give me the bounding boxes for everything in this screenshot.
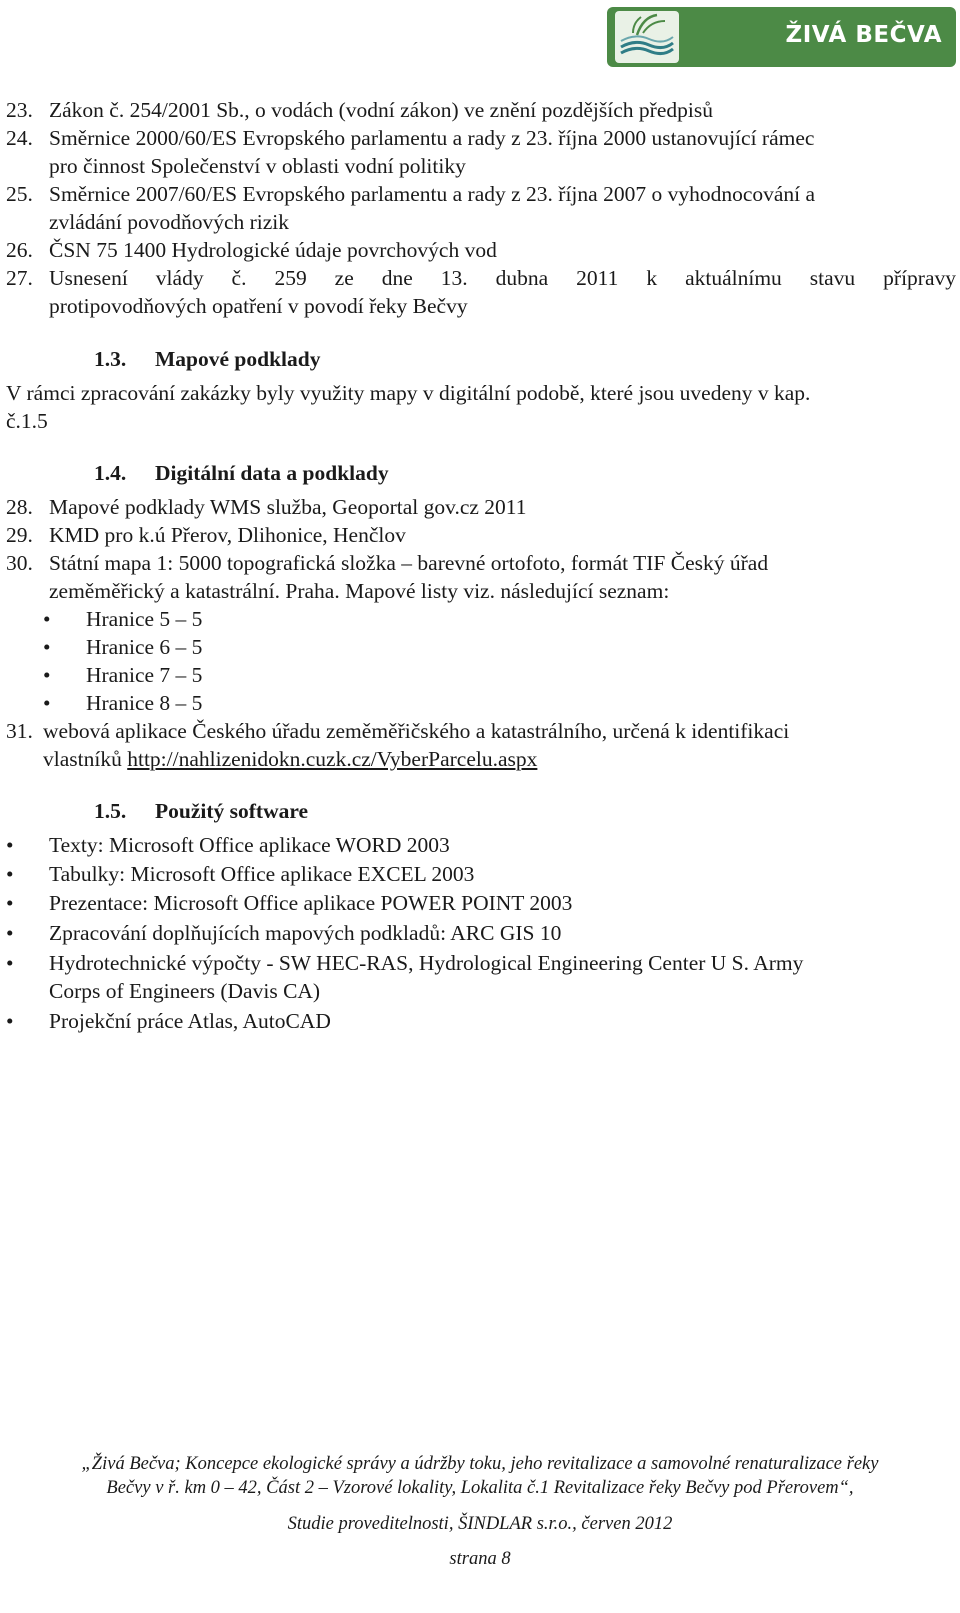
list-item: • Prezentace: Microsoft Office aplikace POWER POINT 2003 <box>6 891 573 915</box>
reference-item <box>6 236 956 264</box>
reference-text: Směrnice 2000/60/ES Evropského parlamentu a rady z 23. října 2000 ustanovující rámec pro činnost Společenství v oblasti vodní politiky <box>49 126 815 178</box>
list-item: • Hranice 5 – 5 <box>43 607 203 631</box>
bullet-icon: • <box>6 951 14 975</box>
list-item: • Hranice 7 – 5 <box>43 663 203 687</box>
zivá-becva-logo <box>607 7 956 67</box>
logo-emblem-icon <box>615 11 679 63</box>
reference-item <box>6 264 956 320</box>
reference-item: 29. KMD pro k.ú Přerov, Dlihonice, Henčlov <box>6 523 406 547</box>
reference-item <box>6 124 956 180</box>
logo-text: ŽIVÁ BEČVA <box>785 22 942 48</box>
section-heading: 1.5. Použitý software <box>94 799 309 823</box>
bullet-icon: • <box>6 862 14 886</box>
bullet-icon: • <box>6 833 14 857</box>
section-heading: 1.4. Digitální data a podklady <box>94 461 389 485</box>
bullet-icon: • <box>43 691 51 715</box>
bullet-icon: • <box>43 663 51 687</box>
reference-item: 31. webová aplikace Českého úřadu zeměměřičského a katastrálního, určená k identifikaci vlastníků http://nahlizenidokn.cuzk.cz/VyberParcelu.aspx <box>6 719 790 771</box>
reference-number: 23. <box>6 98 33 122</box>
reference-number: 26. <box>6 238 33 262</box>
list-item: • Hranice 6 – 5 <box>43 635 203 659</box>
page-number: strana 8 <box>449 1549 511 1569</box>
reference-item <box>6 180 956 236</box>
footer-title: „Živá Bečva; Koncepce ekologické správy a údržby toku, jeho revitalizace a samovolné renaturalizace řeky Bečvy v ř. km 0 – 42, Část 2 – Vzorové lokality, Lokalita č.1 Revitalizace řeky Bečvy pod Přerovem“, <box>81 1454 879 1498</box>
reference-text: Směrnice 2007/60/ES Evropského parlamentu a rady z 23. října 2007 o vyhodnocování a zvládání povodňových rizik <box>49 182 816 234</box>
section-heading: 1.3. Mapové podklady <box>94 347 321 371</box>
reference-number: 24. <box>6 126 33 150</box>
reference-item <box>6 96 956 124</box>
section-paragraph: V rámci zpracování zakázky byly využity mapy v digitální podobě, které jsou uvedeny v kap. č.1.5 <box>6 381 811 433</box>
reference-number: 27. <box>6 266 33 290</box>
list-item: • Hranice 8 – 5 <box>43 691 203 715</box>
reference-text: Usnesení vlády č. 259 ze dne 13. dubna 2011 k aktuálnímu stavu přípravy protipovodňových opatření v povodí řeky Bečvy <box>49 266 956 318</box>
cuzk-link[interactable]: http://nahlizenidokn.cuzk.cz/VyberParcelu.aspx <box>127 747 538 771</box>
reference-item: 30. Státní mapa 1: 5000 topografická složka – barevné ortofoto, formát TIF Český úřad zeměměřický a katastrální. Praha. Mapové listy viz. následující seznam: <box>6 551 769 603</box>
reference-text: Zákon č. 254/2001 Sb., o vodách (vodní zákon) ve znění pozdějších předpisů <box>49 98 713 122</box>
document-body <box>6 96 956 1035</box>
list-item: • Projekční práce Atlas, AutoCAD <box>6 1009 331 1033</box>
list-item: • Texty: Microsoft Office aplikace WORD 2003 <box>6 833 450 857</box>
bullet-icon: • <box>6 1009 14 1033</box>
reference-text: ČSN 75 1400 Hydrologické údaje povrchových vod <box>49 238 497 262</box>
bullet-icon: • <box>6 921 14 945</box>
bullet-icon: • <box>6 891 14 915</box>
list-item: • Hydrotechnické výpočty - SW HEC-RAS, Hydrological Engineering Center U S. Army Corps of Engineers (Davis CA) <box>6 951 804 1003</box>
list-item: • Zpracování doplňujících mapových podkladů: ARC GIS 10 <box>6 921 562 945</box>
footer-authors: Studie proveditelnosti, ŠINDLAR s.r.o., červen 2012 <box>287 1514 673 1534</box>
list-item: • Tabulky: Microsoft Office aplikace EXCEL 2003 <box>6 862 475 886</box>
bullet-icon: • <box>43 635 51 659</box>
reference-item: 28. Mapové podklady WMS služba, Geoportal gov.cz 2011 <box>6 495 527 519</box>
reference-number: 25. <box>6 182 33 206</box>
bullet-icon: • <box>43 607 51 631</box>
